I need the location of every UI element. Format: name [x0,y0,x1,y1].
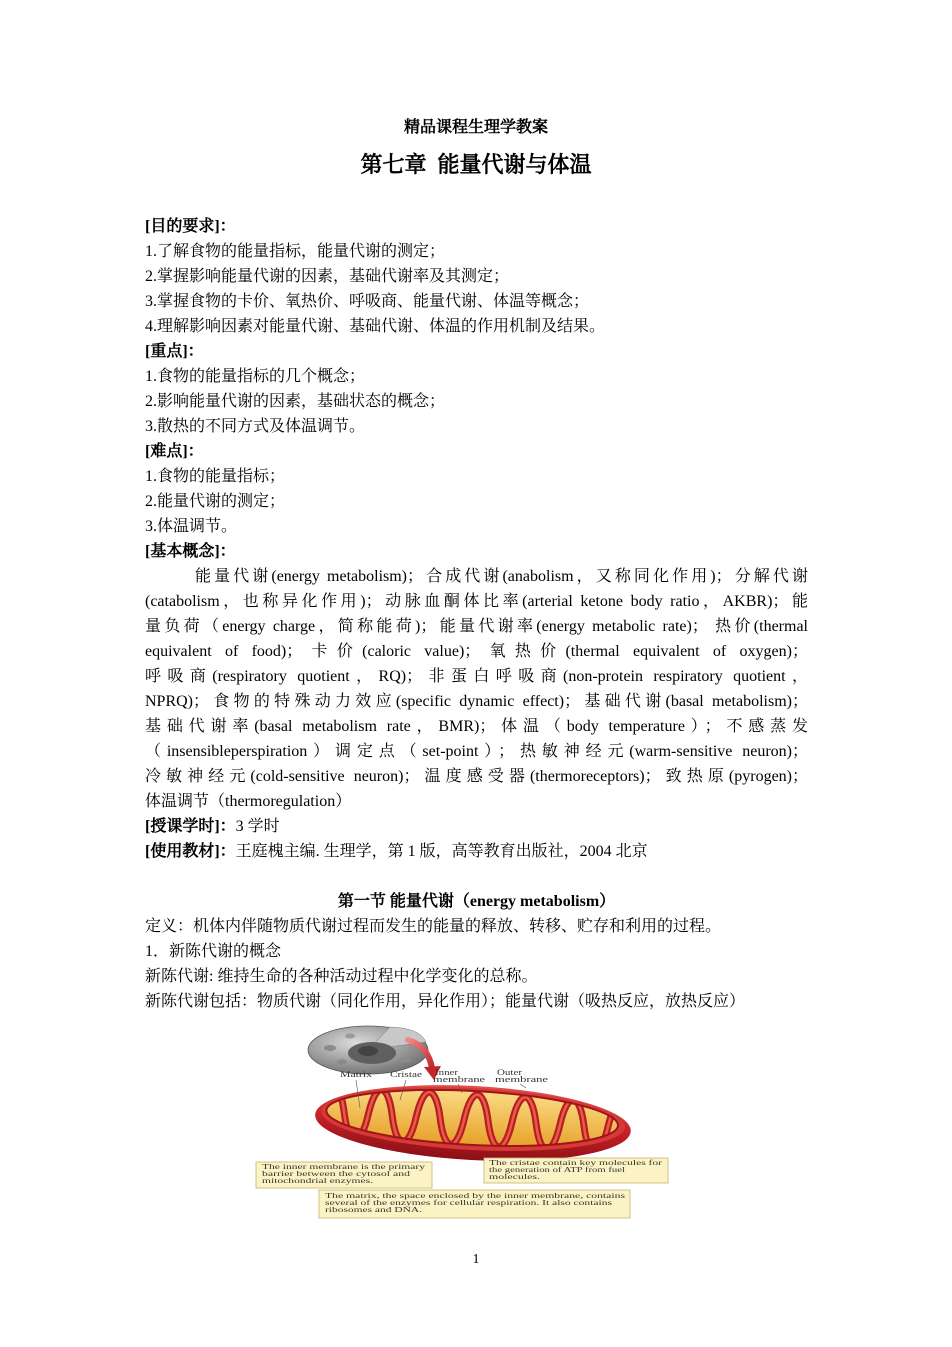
metabolism-includes: 新陈代谢包括：物质代谢（同化作用，异化作用）；能量代谢（吸热反应，放热反应） [145,993,746,1010]
mitochondrion-shape [313,1078,633,1168]
callout-matrix-line: ribosomes and DNA. [325,1205,423,1214]
chapter-title: 第七章 能量代谢与体温 [360,152,592,177]
teaching-hours [145,814,808,839]
page-number: 1 [472,1252,480,1267]
key-points-label: [重点]： [145,343,204,360]
textbook-value: 王庭槐主编. 生理学，第 1 版，高等教育出版社，2004 北京 [235,843,648,860]
concepts-line: equivalent of food)；卡价(caloric value)；氧热价(thermal equivalent of oxygen)； [145,643,808,660]
callout-cristae [484,1158,668,1183]
callout-matrix-line: several of the enzymes for cellular respiration. It also contains [325,1198,613,1207]
label-inner-membrane-1: Inner [435,1068,459,1077]
concepts-line: （insensibleperspiration）调定点（set-point）；热敏神经元(warm-sensitive neuron)； [145,743,808,760]
teaching-hours-value: 3 学时 [235,818,280,835]
callout-inner-membrane-line: The inner membrane is the primary [262,1162,426,1171]
callout-cristae-line: the generation of ATP from fuel [489,1165,625,1174]
concepts-line: (catabolism，也称异化作用)；动脉血酮体比率(arterial ketone body ratio，AKBR)；能 [145,593,808,610]
concepts-line: 呼吸商(respiratory quotient，RQ)；非蛋白呼吸商(non-protein respiratory quotient， [145,668,808,685]
label-matrix: Matrix [340,1070,372,1079]
section-heading: 第一节 能量代谢（energy metabolism） [337,893,616,910]
definition-text: 定义：机体内伴随物质代谢过程而发生的能量的释放、转移、贮存和利用的过程。 [145,918,722,935]
key-point-item: 1.食物的能量指标的几个概念； [145,368,366,385]
callout-cristae-line: The cristae contain key molecules for [489,1158,663,1167]
objective-item: 1.了解食物的能量指标，能量代谢的测定； [145,243,446,260]
label-cristae: Cristae [390,1070,423,1079]
cell-illustration [308,1026,428,1074]
concepts-line: 冷敏神经元(cold-sensitive neuron)；温度感受器(thermoreceptors)；致热原(pyrogen)； [145,768,808,785]
label-outer-membrane-1: Outer [497,1068,523,1077]
course-title: 精品课程生理学教案 [403,119,548,136]
mitochondrion-figure [250,1020,675,1225]
objectives-label: [目的要求]： [145,218,236,235]
document-body [145,214,808,1014]
difficulty-item: 2.能量代谢的测定； [145,493,286,510]
objective-item: 2.掌握影响能量代谢的因素，基础代谢率及其测定； [145,268,510,285]
objective-item: 3.掌握食物的卡价、氧热价、呼吸商、能量代谢、体温等概念； [145,293,590,310]
callout-inner-membrane-line: barrier between the cytosol and [262,1169,411,1178]
callout-cristae-line: molecules. [489,1172,541,1181]
callout-matrix [319,1190,630,1218]
objective-item: 4.理解影响因素对能量代谢、基础代谢、体温的作用机制及结果。 [145,318,606,335]
difficulties-label: [难点]： [145,443,204,460]
concepts-line: 量负荷（energy charge，简称能荷)；能量代谢率(energy metabolic rate)； 热价(thermal [145,618,808,635]
textbook [145,839,808,864]
metabolism-definition: 新陈代谢: 维持生命的各种活动过程中化学变化的总称。 [145,968,538,985]
key-point-item: 3.散热的不同方式及体温调节。 [145,418,366,435]
concepts-label: [基本概念]： [145,543,236,560]
callout-inner-membrane [256,1162,432,1188]
concepts-line: 基础代谢率(basal metabolism rate，BMR)；体温（body temperature）；不感蒸发 [145,718,808,735]
subheading: 1．新陈代谢的概念 [145,943,282,960]
difficulty-item: 1.食物的能量指标； [145,468,286,485]
blank-line [145,864,808,889]
textbook-label: [使用教材]： [145,843,236,860]
concepts-line: 体温调节（thermoregulation） [145,793,352,810]
label-inner-membrane-2: membrane [433,1075,486,1084]
key-point-item: 2.影响能量代谢的因素，基础状态的概念； [145,393,446,410]
callout-matrix-line: The matrix, the space enclosed by the inner membrane, contains [325,1191,626,1200]
callout-inner-membrane-line: mitochondrial enzymes. [262,1176,374,1185]
teaching-hours-label: [授课学时]： [145,818,236,835]
label-outer-membrane-2: membrane [495,1075,549,1084]
concepts-line: NPRQ)；食物的特殊动力效应(specific dynamic effect)；基础代谢(basal metabolism)； [145,693,808,710]
difficulty-item: 3.体温调节。 [145,518,238,535]
concepts-line: 能量代谢(energy metabolism)；合成代谢(anabolism，又称同化作用)；分解代谢 [195,568,808,585]
